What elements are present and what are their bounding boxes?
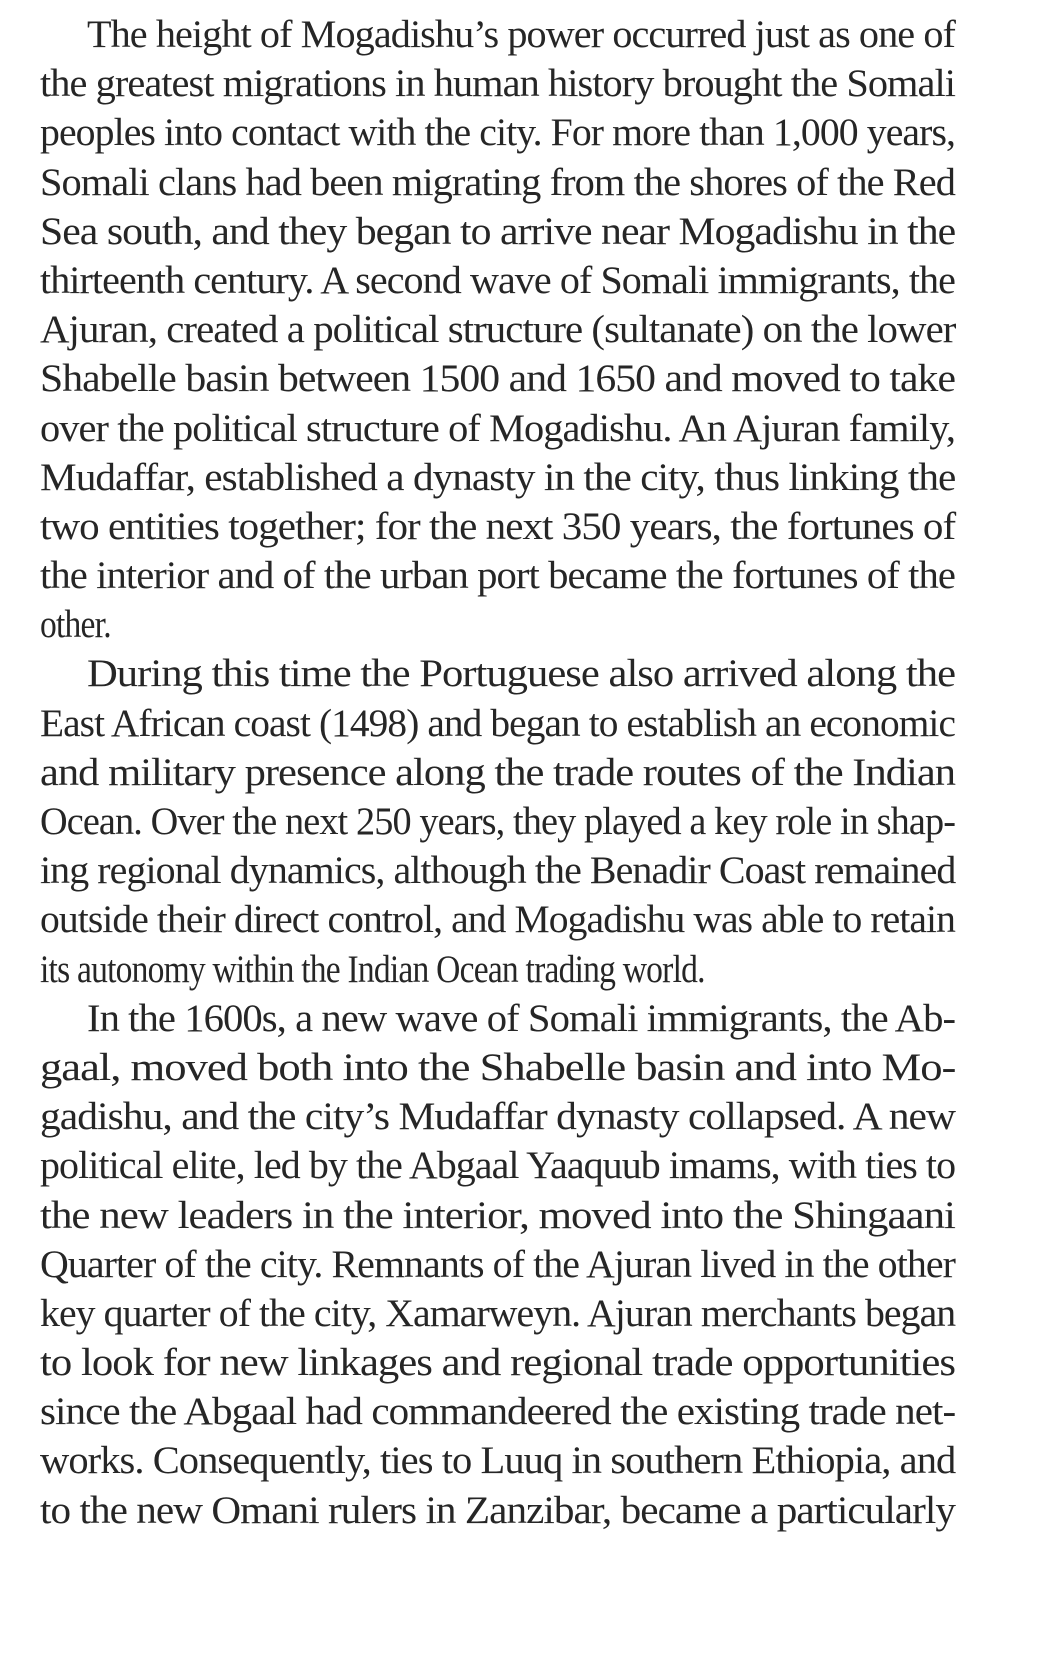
text-line: other. bbox=[40, 603, 111, 647]
text-line: Ajuran, created a political structure (sultanate) on the lower bbox=[40, 308, 956, 352]
text-line: East African coast (1498) and began to establish an economic bbox=[40, 701, 955, 745]
text-line: key quarter of the city, Xamarweyn. Ajuran merchants began bbox=[40, 1291, 956, 1335]
text-line: and military presence along the trade routes of the Indian bbox=[40, 750, 956, 794]
paragraph-3 bbox=[40, 994, 955, 1535]
text-line: outside their direct control, and Mogadishu was able to retain bbox=[40, 898, 955, 942]
text-line: Mudaffar, established a dynasty in the city, thus linking the bbox=[40, 455, 956, 499]
text-line: In the 1600s, a new wave of Somali immigrants, the Ab- bbox=[86, 996, 956, 1040]
text-line: The height of Mogadishu’s power occurred just as one of bbox=[86, 13, 955, 56]
text-line: gaal, moved both into the Shabelle basin and into Mo- bbox=[40, 1045, 956, 1089]
text-line: over the political structure of Mogadishu. An Ajuran family, bbox=[40, 406, 956, 450]
text-line: During this time the Portuguese also arrived along the bbox=[86, 652, 956, 696]
document-page bbox=[40, 10, 955, 1535]
text-line: gadishu, and the city’s Mudaffar dynasty collapsed. A new bbox=[40, 1095, 955, 1139]
text-line: Ocean. Over the next 250 years, they played a key role in shap- bbox=[40, 800, 956, 843]
text-line: the interior and of the urban port became the fortunes of the bbox=[40, 554, 955, 598]
text-line: peoples into contact with the city. For more than 1,000 years, bbox=[40, 111, 956, 155]
text-line: political elite, led by the Abgaal Yaaquub imams, with ties to bbox=[40, 1144, 956, 1188]
text-line: works. Consequently, ties to Luuq in southern Ethiopia, and bbox=[40, 1439, 956, 1483]
text-line: Sea south, and they began to arrive near Mogadishu in the bbox=[40, 209, 956, 253]
text-line: Somali clans had been migrating from the shores of the Red bbox=[40, 160, 956, 204]
paragraph-1 bbox=[40, 10, 955, 649]
text-line: to the new Omani rulers in Zanzibar, became a particularly bbox=[40, 1488, 955, 1532]
text-line: two entities together; for the next 350 years, the fortunes of bbox=[40, 504, 956, 548]
text-line: the new leaders in the interior, moved into the Shingaani bbox=[40, 1193, 955, 1237]
text-line: ing regional dynamics, although the Benadir Coast remained bbox=[40, 849, 956, 893]
text-line: the greatest migrations in human history brought the Somali bbox=[40, 62, 956, 106]
paragraph-2 bbox=[40, 649, 955, 993]
text-line: thirteenth century. A second wave of Somali immigrants, the bbox=[40, 258, 955, 302]
text-line: since the Abgaal had commandeered the existing trade net- bbox=[40, 1390, 956, 1434]
text-line: Quarter of the city. Remnants of the Ajuran lived in the other bbox=[40, 1242, 955, 1286]
text-line: Shabelle basin between 1500 and 1650 and moved to take bbox=[40, 357, 955, 401]
text-line: its autonomy within the Indian Ocean trading world. bbox=[40, 947, 705, 991]
text-line: to look for new linkages and regional trade opportunities bbox=[40, 1341, 955, 1385]
